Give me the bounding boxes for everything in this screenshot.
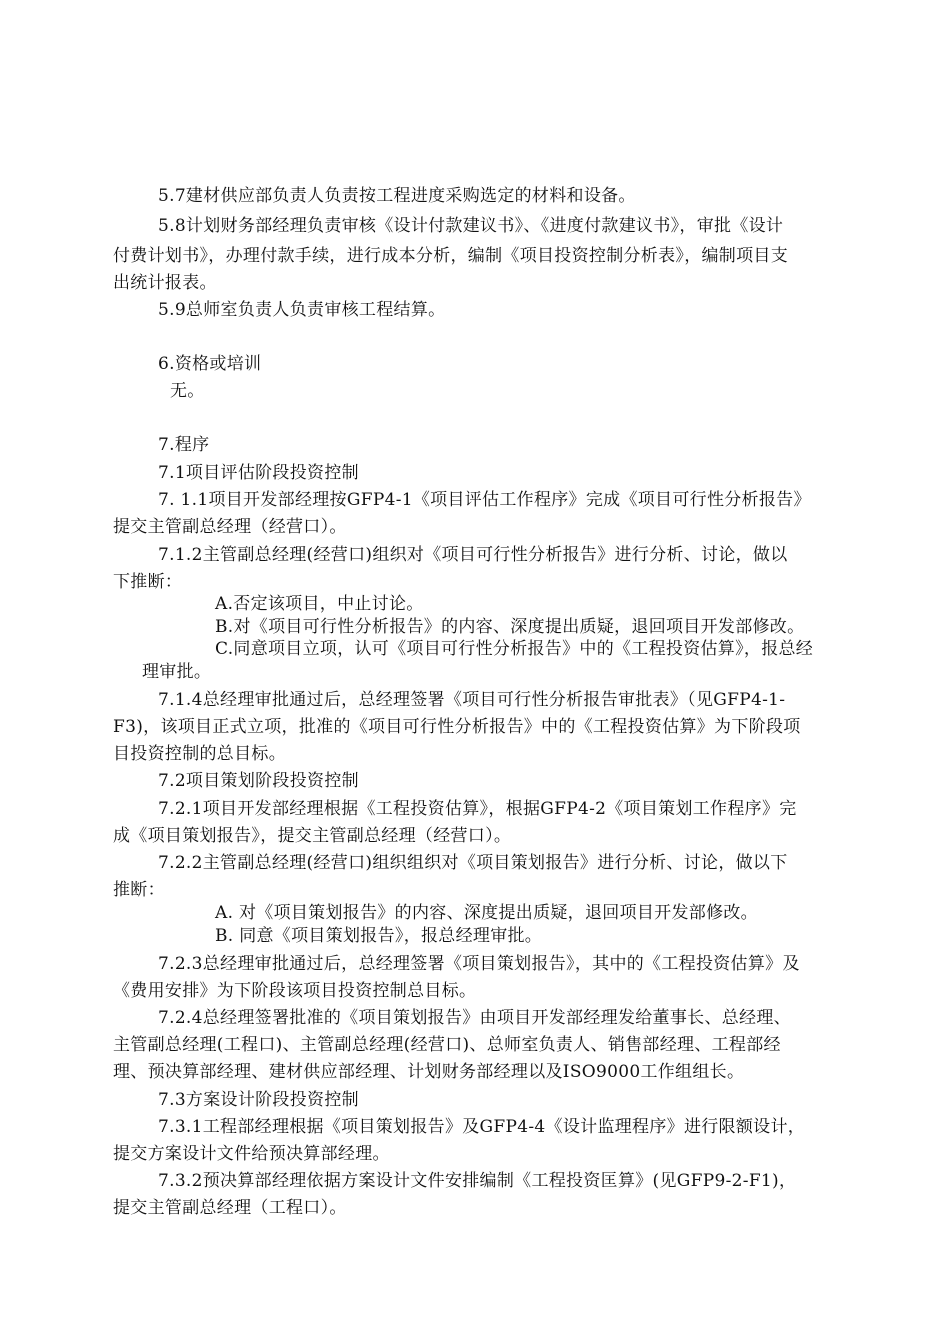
clause-7-2-2-line-2: 推断： xyxy=(113,880,165,900)
clause-7-1-4-line-1: 7.1.4总经理审批通过后，总经理签署《项目可行性分析报告审批表》（见GFP4-1- xyxy=(158,690,786,710)
subsection-7-1-heading: 7.1项目评估阶段投资控制 xyxy=(158,463,359,483)
clause-7-2-3-line-1: 7.2.3总经理审批通过后，总经理签署《项目策划报告》，其中的《工程投资估算》及 xyxy=(158,954,800,974)
clause-7-1-2-line-1: 7.1.2主管副总经理(经营口)组织对《项目可行性分析报告》进行分析、讨论，做以 xyxy=(158,545,788,565)
clause-7-1-4-line-3: 目投资控制的总目标。 xyxy=(113,744,286,764)
clause-5-7: 5.7建材供应部负责人负责按工程进度采购选定的材料和设备。 xyxy=(158,186,636,206)
clause-7-2-4-line-2: 主管副总经理(工程口)、主管副总经理(经营口)、总师室负责人、销售部经理、工程部经 xyxy=(113,1035,781,1055)
clause-7-2-1-line-1: 7.2.1项目开发部经理根据《工程投资估算》，根据GFP4-2《项目策划工作程序》完 xyxy=(158,799,797,819)
clause-7-1-4-line-2: F3)，该项目正式立项，批准的《项目可行性分析报告》中的《工程投资估算》为下阶段项 xyxy=(113,717,801,737)
section-6-heading: 6.资格或培训 xyxy=(158,354,262,374)
clause-7-3-1-line-2: 提交方案设计文件给预决算部经理。 xyxy=(113,1144,390,1164)
clause-5-8-line-1: 5.8计划财务部经理负责审核《设计付款建议书》、《进度付款建议书》，审批《设计 xyxy=(158,216,784,236)
clause-7-1-2-line-2: 下推断： xyxy=(113,572,183,592)
subsection-7-2-heading: 7.2项目策划阶段投资控制 xyxy=(158,771,359,791)
clause-5-8-line-2: 付费计划书》，办理付款手续，进行成本分析，编制《项目投资控制分析表》，编制项目支 xyxy=(113,246,788,266)
clause-5-9: 5.9总师室负责人负责审核工程结算。 xyxy=(158,300,446,320)
clause-7-2-3-line-2: 《费用安排》为下阶段该项目投资控制总目标。 xyxy=(113,981,477,1001)
clause-7-3-1-line-1: 7.3.1工程部经理根据《项目策划报告》及GFP4-4《设计监理程序》进行限额设计， xyxy=(158,1117,806,1137)
clause-5-8-line-3: 出统计报表。 xyxy=(113,273,217,293)
clause-7-3-2-line-1: 7.3.2预决算部经理依据方案设计文件安排编制《工程投资匡算》(见GFP9-2-F1)， xyxy=(158,1171,797,1191)
subsection-7-3-heading: 7.3方案设计阶段投资控制 xyxy=(158,1090,359,1110)
clause-7-2-4-line-1: 7.2.4总经理签署批准的《项目策划报告》由项目开发部经理发给董事长、总经理、 xyxy=(158,1008,791,1028)
clause-7-2-4-line-3: 理、预决算部经理、建材供应部经理、计划财务部经理以及ISO9000工作组组长。 xyxy=(113,1062,745,1082)
section-7-heading: 7.程序 xyxy=(158,435,210,455)
clause-7-1-1-line-2: 提交主管副总经理（经营口）。 xyxy=(113,517,347,537)
option-b: B.对《项目可行性分析报告》的内容、深度提出质疑，退回项目开发部修改。 xyxy=(215,617,805,637)
clause-7-3-2-line-2: 提交主管副总经理（工程口）。 xyxy=(113,1198,347,1218)
clause-7-2-1-line-2: 成《项目策划报告》，提交主管副总经理（经营口）。 xyxy=(113,826,512,846)
option-a: A.否定该项目，中止讨论。 xyxy=(215,594,424,614)
clause-7-2-2-line-1: 7.2.2主管副总经理(经营口)组织组织对《项目策划报告》进行分析、讨论，做以下 xyxy=(158,853,788,873)
option-c-line-1: C.同意项目立项，认可《项目可行性分析报告》中的《工程投资估算》，报总经 xyxy=(215,639,814,659)
clause-7-1-1-line-1: 7. 1.1项目开发部经理按GFP4-1《项目评估工作程序》完成《项目可行性分析报告》 xyxy=(158,490,811,510)
section-6-body: 无。 xyxy=(170,381,205,401)
option-b-2: B. 同意《项目策划报告》，报总经理审批。 xyxy=(215,926,543,946)
option-c-line-2: 理审批。 xyxy=(142,662,212,682)
option-a-2: A. 对《项目策划报告》的内容、深度提出质疑，退回项目开发部修改。 xyxy=(215,903,758,923)
